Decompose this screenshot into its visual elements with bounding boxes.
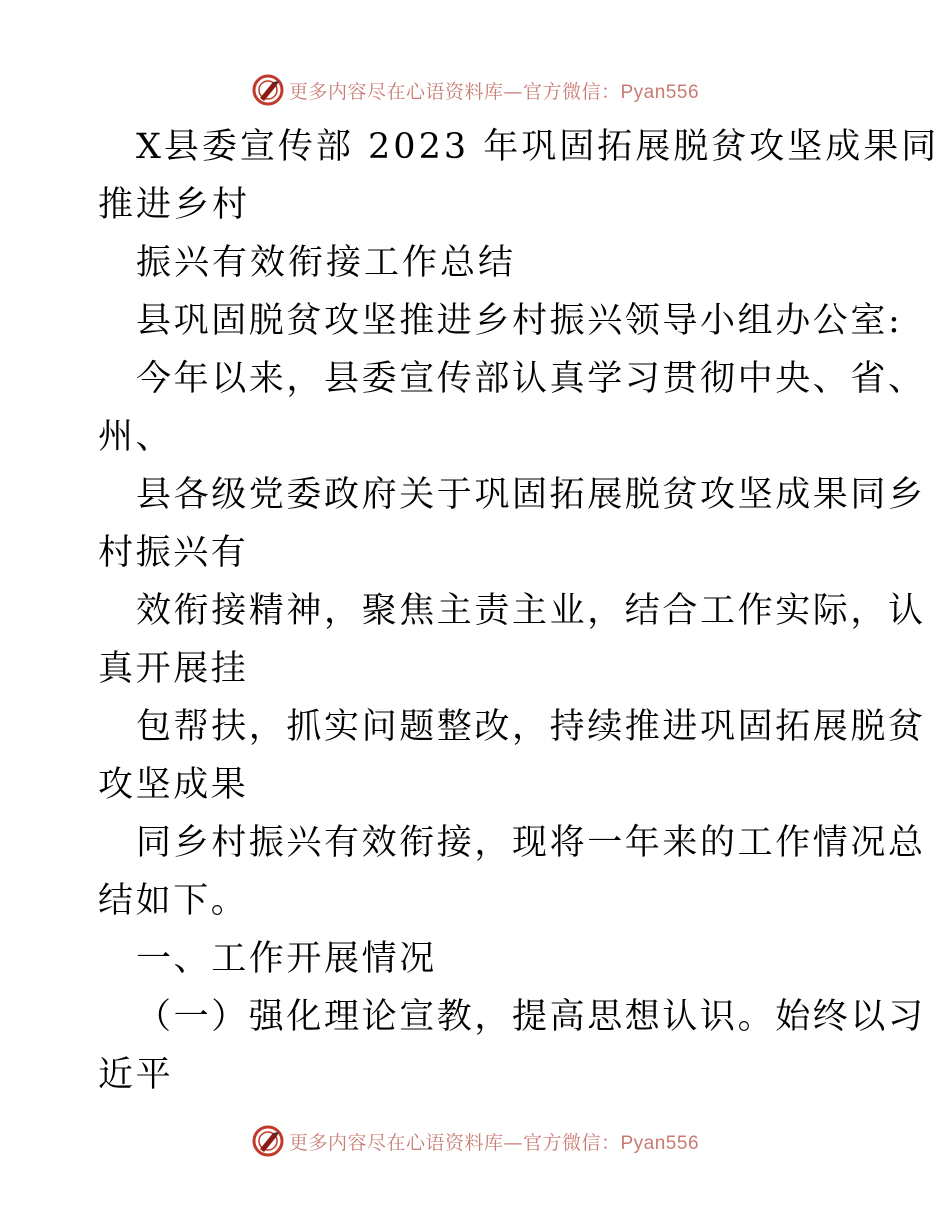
- body-line: 近平: [98, 1055, 174, 1095]
- body-line: 同乡村振兴有效衔接，现将一年来的工作情况总: [136, 823, 926, 863]
- document-body: [98, 118, 940, 1104]
- body-line: 今年以来，县委宣传部认真学习贯彻中央、省、: [136, 359, 926, 399]
- body-line: 结如下。: [98, 881, 249, 921]
- watermark-text: 更多内容尽在心语资料库—官方微信：Pyan556: [288, 1131, 700, 1154]
- pen-seal-icon: [251, 1124, 285, 1158]
- recipient-line: 县巩固脱贫攻坚推进乡村振兴领导小组办公室:: [136, 301, 903, 341]
- body-line: 村振兴有: [98, 533, 249, 573]
- section-heading: 一、工作开展情况: [136, 939, 437, 979]
- header-watermark: [0, 70, 950, 110]
- title-line-3: 振兴有效衔接工作总结: [136, 243, 517, 283]
- title-line-1: X县委宣传部 2023 年巩固拓展脱贫攻坚成果同: [136, 127, 940, 167]
- body-line: 州、: [98, 417, 174, 457]
- subsection-line: （一）强化理论宣教，提高思想认识。始终以习: [136, 997, 926, 1037]
- footer-watermark: [0, 1121, 950, 1161]
- body-line: 真开展挂: [98, 649, 249, 689]
- body-line: 效衔接精神，聚焦主责主业，结合工作实际，认: [136, 591, 926, 631]
- body-line: 包帮扶，抓实问题整改，持续推进巩固拓展脱贫: [136, 707, 926, 747]
- body-line: 县各级党委政府关于巩固拓展脱贫攻坚成果同乡: [136, 475, 926, 515]
- watermark-text: 更多内容尽在心语资料库—官方微信：Pyan556: [288, 80, 700, 103]
- body-line: 攻坚成果: [98, 765, 249, 805]
- title-line-2: 推进乡村: [98, 185, 251, 225]
- pen-seal-icon: [251, 73, 285, 107]
